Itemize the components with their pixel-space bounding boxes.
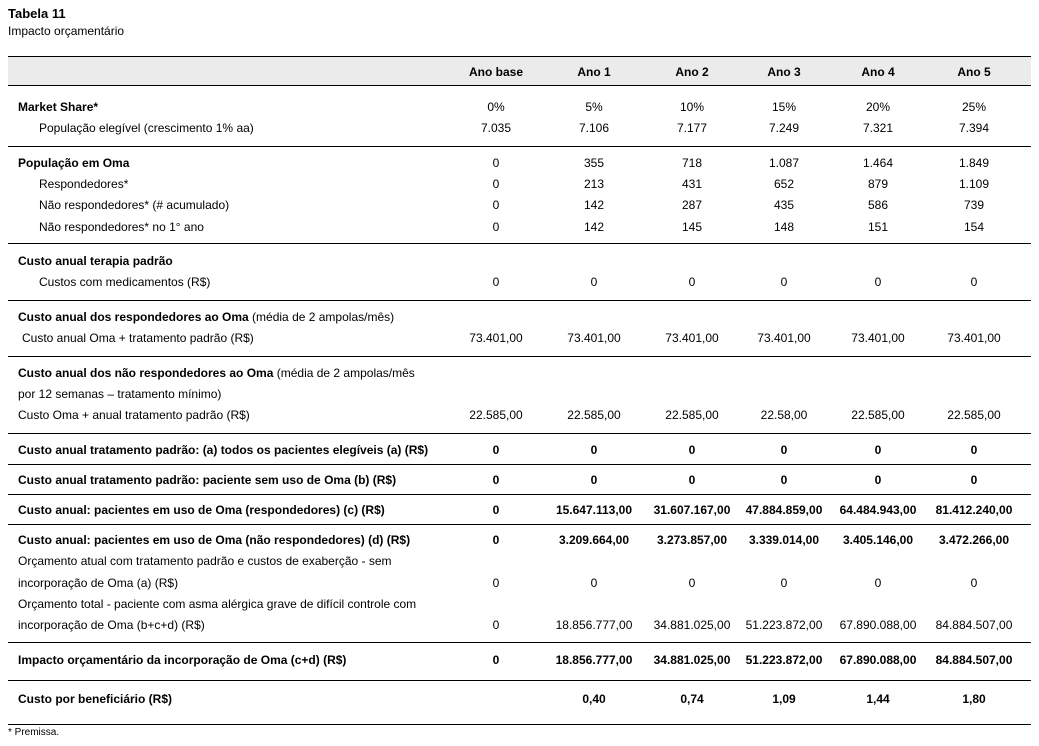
table-cell: 73.401,00 [469,331,523,345]
row-label [18,616,205,634]
table-row [8,574,1031,592]
row-label-text: Respondedores* [39,177,129,191]
table-cell: 7.106 [578,121,610,135]
table-cell: 15% [771,100,797,114]
row-label [18,501,385,519]
table-cell: 3.472.266,00 [938,533,1010,547]
column-header: Ano base [468,65,523,79]
row-label [18,690,172,708]
table-cell: 47.884.859,00 [745,503,823,517]
table-cell: 0 [492,473,500,487]
table-cell: 0 [874,576,882,590]
row-divider [8,243,1031,244]
row-label [39,273,210,291]
table-cell: 22.585,00 [469,408,523,422]
table-cell: 0 [780,473,788,487]
table-cell: 1.109 [958,177,990,191]
table-cell: 18.856.777,00 [555,653,633,667]
table-cell: 1.087 [768,156,800,170]
row-label-text: Custo anual tratamento padrão: paciente sem uso de Oma (b) (R$) [18,473,397,487]
table-cell: 0 [590,576,598,590]
table-cell: 213 [583,177,605,191]
row-label [18,252,173,270]
table-row [8,651,1031,669]
table-cell: 287 [681,198,703,212]
table-cell: 0 [970,443,978,457]
table-cell: 0 [688,443,696,457]
row-divider [8,356,1031,357]
table-row [8,119,1031,137]
row-label [18,441,428,459]
row-label [39,196,229,214]
table-cell: 0 [590,473,598,487]
table-cell: 1.464 [862,156,894,170]
table-cell: 0 [492,156,500,170]
table-cell: 10% [679,100,705,114]
table-cell: 151 [867,220,889,234]
table-cell: 81.412.240,00 [935,503,1013,517]
row-label-text: Custo anual dos não respondedores ao Oma [18,366,274,380]
table-cell: 5% [585,100,603,114]
table-cell: 73.401,00 [757,331,811,345]
table-cell: 64.484.943,00 [839,503,917,517]
table-row [8,690,1031,708]
row-divider [8,433,1031,434]
table-cell: 25% [961,100,987,114]
row-label-text: Custo anual: pacientes em uso de Oma (não respondedores) (d) (R$) [18,533,411,547]
row-label-note: (média de 2 ampolas/mês [273,366,415,380]
row-label [39,218,204,236]
table-cell: 51.223.872,00 [745,653,823,667]
row-label-text: por 12 semanas – tratamento mínimo) [18,387,222,401]
row-label-text: incorporação de Oma (a) (R$) [18,576,179,590]
row-label [18,574,178,592]
row-label [22,329,254,347]
table-cell: 0 [492,220,500,234]
table-cell: 73.401,00 [567,331,621,345]
row-label-text: Custo anual tratamento padrão: (a) todos os pacientes elegíveis (a) (R$) [18,443,429,457]
table-cell: 73.401,00 [947,331,1001,345]
table-cell: 739 [963,198,985,212]
table-cell: 0 [780,275,788,289]
table-cell: 22.58,00 [760,408,808,422]
table-cell: 879 [867,177,889,191]
footnote: * Premissa. [8,727,60,738]
row-label-text: População elegível (crescimento 1% aa) [39,121,254,135]
table-cell: 0 [970,473,978,487]
row-divider [8,680,1031,681]
table-cell: 3.209.664,00 [558,533,630,547]
table-title: Tabela 11 [8,6,66,21]
row-divider [8,146,1031,147]
row-label [18,98,98,116]
column-header: Ano 4 [861,65,895,79]
table-row [8,385,1031,403]
table-cell: 73.401,00 [665,331,719,345]
row-label-text: Custo anual dos respondedores ao Oma [18,310,249,324]
row-label-text: incorporação de Oma (b+c+d) (R$) [18,618,205,632]
row-divider [8,300,1031,301]
row-divider [8,464,1031,465]
table-cell: 0 [780,576,788,590]
table-row [8,98,1031,116]
table-cell: 0 [492,198,500,212]
table-cell: 7.177 [676,121,708,135]
row-label [18,531,410,549]
table-cell: 22.585,00 [665,408,719,422]
table-cell: 3.405.146,00 [842,533,914,547]
row-label-note: (média de 2 ampolas/mês) [248,310,395,324]
column-header: Ano 3 [767,65,801,79]
table-cell: 142 [583,220,605,234]
table-cell: 0 [970,576,978,590]
table-row [8,218,1031,236]
column-header: Ano 5 [957,65,991,79]
table-cell: 0 [874,473,882,487]
table-cell: 431 [681,177,703,191]
table-row [8,308,1031,326]
table-cell: 154 [963,220,985,234]
table-cell: 0 [492,533,500,547]
table-cell: 31.607.167,00 [653,503,731,517]
table-cell: 15.647.113,00 [555,503,633,517]
table-cell: 0 [590,275,598,289]
row-label [18,406,250,424]
row-label [18,651,346,669]
table-row [8,595,1031,613]
table-cell: 0 [492,576,500,590]
row-label [18,595,416,613]
row-label [18,154,129,172]
row-label [18,364,415,382]
table-cell: 84.884.507,00 [935,618,1013,632]
row-label-text: Custos com medicamentos (R$) [39,275,211,289]
table-cell: 34.881.025,00 [653,618,731,632]
table-row [8,154,1031,172]
table-cell: 22.585,00 [567,408,621,422]
row-divider [8,642,1031,643]
row-divider [8,494,1031,495]
row-label-text: Não respondedores* (# acumulado) [39,198,230,212]
table-row [8,501,1031,519]
row-label [18,385,221,403]
table-row [8,616,1031,634]
row-label [39,175,128,193]
table-cell: 0,40 [582,692,606,706]
table-cell: 142 [583,198,605,212]
table-cell: 0% [487,100,505,114]
table-cell: 1,44 [866,692,890,706]
table-row [8,441,1031,459]
table-row [8,552,1031,570]
table-cell: 0 [688,275,696,289]
table-cell: 0,74 [680,692,704,706]
row-label [18,471,396,489]
row-label [18,308,394,326]
table-cell: 0 [874,275,882,289]
row-divider [8,724,1031,725]
table-cell: 51.223.872,00 [745,618,823,632]
table-row [8,406,1031,424]
table-cell: 34.881.025,00 [653,653,731,667]
table-cell: 355 [583,156,605,170]
table-cell: 84.884.507,00 [935,653,1013,667]
table-cell: 145 [681,220,703,234]
table-cell: 7.321 [862,121,894,135]
table-cell: 0 [492,653,500,667]
table-cell: 67.890.088,00 [839,618,917,632]
table-cell: 22.585,00 [947,408,1001,422]
table-cell: 1,80 [962,692,986,706]
row-label-text: Impacto orçamentário da incorporação de Oma (c+d) (R$) [18,653,347,667]
table-row [8,196,1031,214]
table-cell: 3.339.014,00 [748,533,820,547]
table-cell: 0 [590,443,598,457]
row-label-text: Não respondedores* no 1° ano [39,220,204,234]
table-cell: 7.249 [768,121,800,135]
row-label-text: Orçamento atual com tratamento padrão e custos de exaberção - sem [18,554,392,568]
table-cell: 718 [681,156,703,170]
table-cell: 73.401,00 [851,331,905,345]
table-cell: 3.273.857,00 [656,533,728,547]
table-cell: 586 [867,198,889,212]
table-cell: 20% [865,100,891,114]
table-row [8,175,1031,193]
row-label-text: Custo por beneficiário (R$) [18,692,173,706]
table-cell: 18.856.777,00 [555,618,633,632]
row-label-text: Custo anual: pacientes em uso de Oma (respondedores) (c) (R$) [18,503,385,517]
table-cell: 435 [773,198,795,212]
table-cell: 1.849 [958,156,990,170]
table-cell: 7.035 [480,121,512,135]
row-divider [8,524,1031,525]
row-label-text: Custo anual Oma + tratamento padrão (R$) [22,331,254,345]
table-cell: 7.394 [958,121,990,135]
row-label [18,552,392,570]
table-cell: 22.585,00 [851,408,905,422]
table-subtitle: Impacto orçamentário [8,24,125,38]
row-label-text: Custo anual terapia padrão [18,254,173,268]
table-row [8,531,1031,549]
row-label-text: Orçamento total - paciente com asma alérgica grave de difícil controle com [18,597,417,611]
table-row [8,252,1031,270]
table-cell: 67.890.088,00 [839,653,917,667]
table-cell: 652 [773,177,795,191]
table-cell: 0 [492,618,500,632]
table-cell: 148 [773,220,795,234]
row-label-text: Custo Oma + anual tratamento padrão (R$) [18,408,250,422]
table-header [8,56,1031,86]
row-label-text: População em Oma [18,156,130,170]
table-cell: 0 [492,177,500,191]
table-cell: 1,09 [772,692,796,706]
column-header: Ano 1 [577,65,611,79]
table-row [8,471,1031,489]
table-cell: 0 [492,275,500,289]
table-cell: 0 [688,473,696,487]
column-header: Ano 2 [675,65,709,79]
table-cell: 0 [492,443,500,457]
table-cell: 0 [970,275,978,289]
table-cell: 0 [874,443,882,457]
table-cell: 0 [688,576,696,590]
table-row [8,273,1031,291]
table-row [8,364,1031,382]
table-row [8,329,1031,347]
row-label [39,119,254,137]
table-cell: 0 [780,443,788,457]
row-label-text: Market Share* [18,100,99,114]
table-cell: 0 [492,503,500,517]
